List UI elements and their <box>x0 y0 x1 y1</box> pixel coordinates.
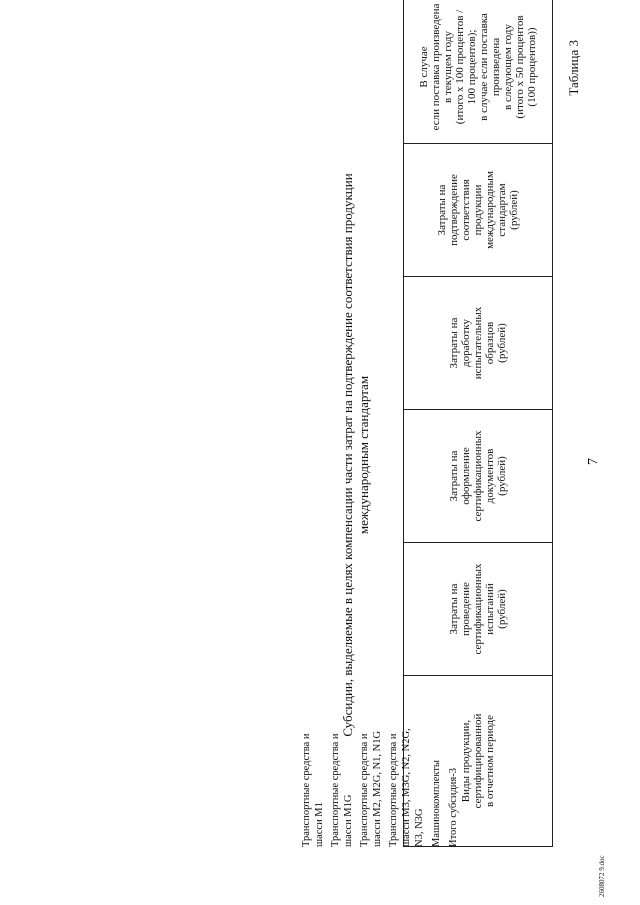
product-rows <box>300 677 463 847</box>
header-testing-costs: Затраты на проведение сертификационных испытаний (рублей) <box>404 543 553 676</box>
header-delivery-case: В случае если поставка произведена в текущем году (итого х 100 процентов / 100 процентов); в случае если поставка произведена в следующем году (итого х 50 процентов (100 процентов)) <box>404 0 553 144</box>
section-title: Субсидии, выделяемые в целях компенсации части затрат на подтверждение соответствия продукции международным стандартам <box>340 173 371 737</box>
document-code: 2608072 9.doc <box>598 855 606 897</box>
header-document-costs: Затраты на оформление сертификационных документов (рублей) <box>404 410 553 543</box>
row-label-total: Итого субсидия-3 <box>448 768 459 847</box>
row-label-m1g: Транспортные средства и шасси M1G <box>330 733 354 847</box>
header-sample-costs: Затраты на доработку испытательных образцов (рублей) <box>404 277 553 410</box>
row-label-m2: Транспортные средства и шасси M2, M2G, N1, N1G <box>359 730 383 847</box>
row-label-kits: Машинокомплекты <box>431 760 442 847</box>
page-number: 7 <box>586 458 601 465</box>
row-label-m1: Транспортные средства и шасси M1 <box>301 733 325 847</box>
header-compliance-costs: Затраты на подтверждение соответствия продукции международным стандартам (рублей) <box>404 144 553 277</box>
row-label-m3: Транспортные средства и шасси M3, M3G, N2, N2G, N3, N3G <box>388 728 425 847</box>
table-label: Таблица 3 <box>566 40 581 96</box>
header-product-types: Виды продукции, сертифицированной в отчетном периоде <box>404 676 553 847</box>
